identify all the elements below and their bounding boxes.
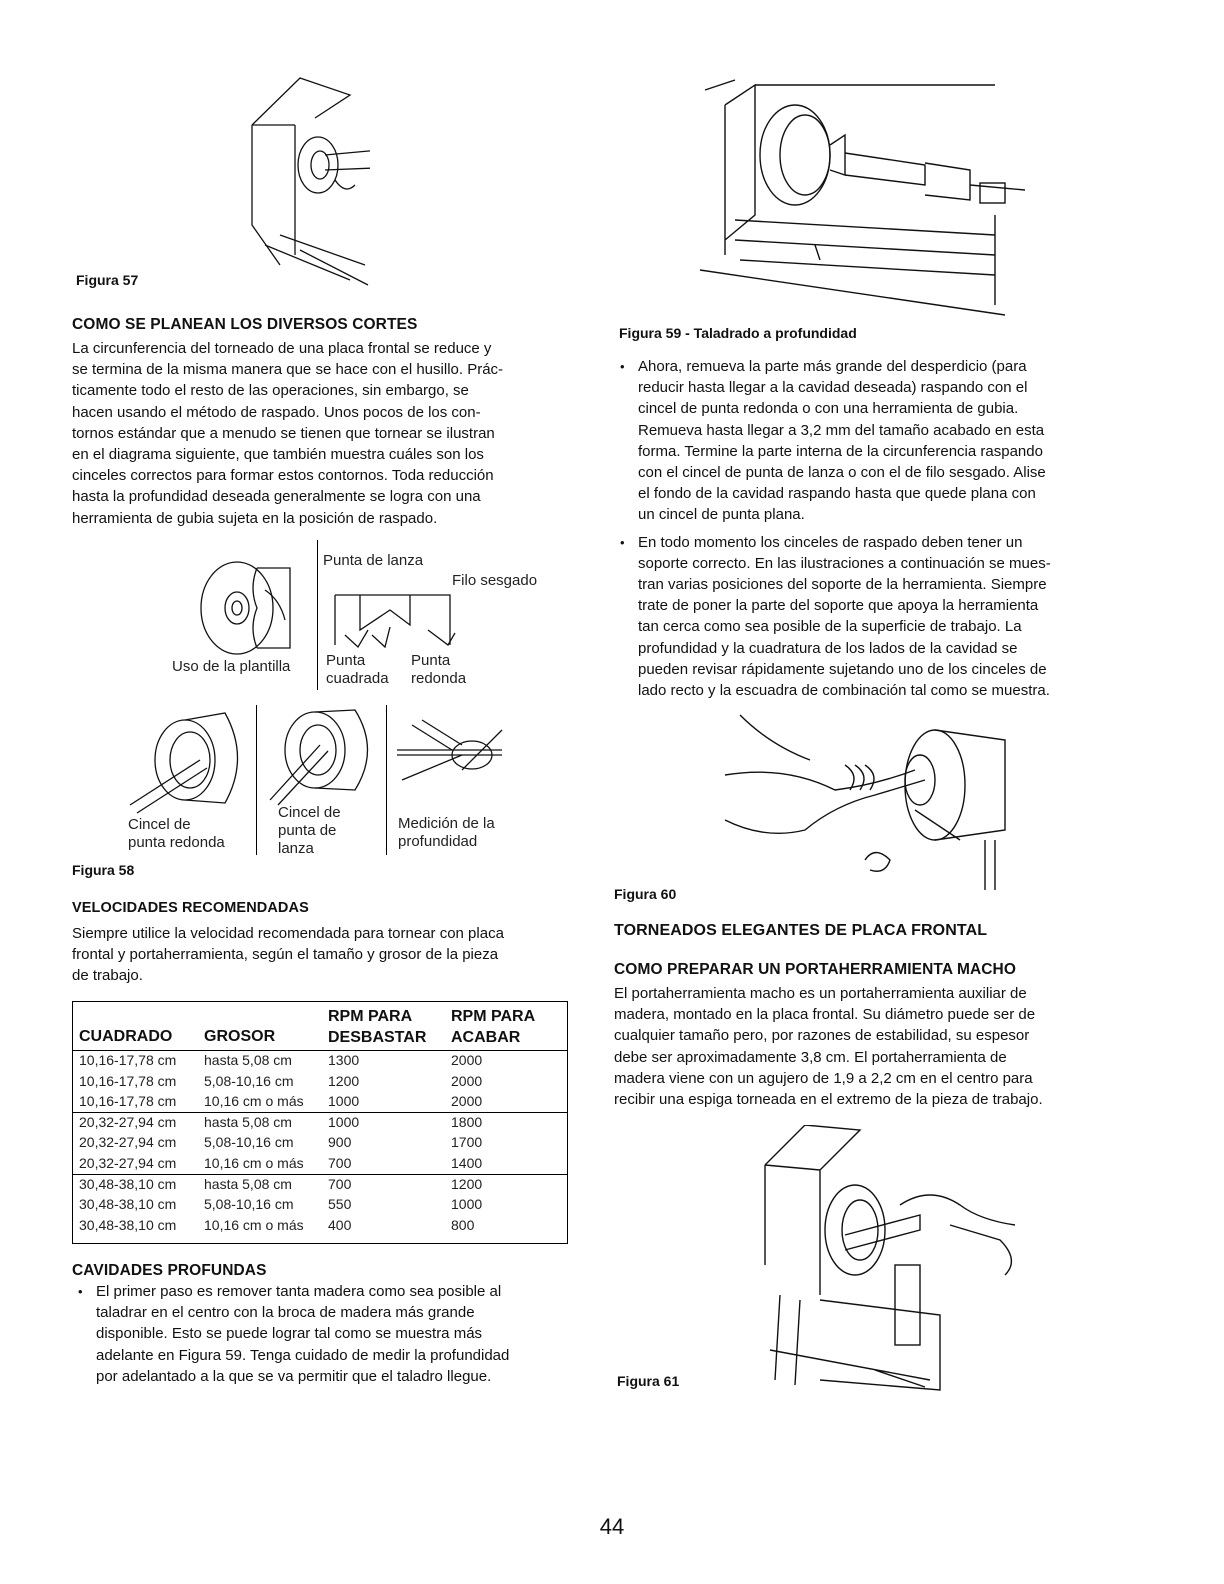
label-uso-plantilla: Uso de la plantilla [172,658,291,675]
preparar-paragraph [614,983,1134,1110]
label-cincel-redonda [128,816,225,852]
label-medicion [398,815,495,851]
text-line: un cincel de punta plana. [638,506,805,524]
figure-59-caption: Figura 59 - Taladrado a profundidad [619,325,857,341]
label-punta-redonda [411,652,466,688]
text-line: tan cerca como sea posible de la superficie de trabajo. La [638,618,1022,636]
text-line: La circunferencia del torneado de una placa frontal se reduce y [72,340,492,357]
label-punta-cuadrada [326,652,389,688]
label-line: lanza [278,840,314,857]
round-nose-chisel-illustration [125,705,255,820]
diagram-divider [386,705,387,855]
diagram-divider [317,540,318,690]
text-line: cualquier tamaño pero, por razones de estabilidad, su espesor [614,1027,1030,1045]
figure-61-caption: Figura 61 [617,1373,680,1389]
cell-acabar: 1700 [451,1134,483,1150]
text-line: de trabajo. [72,967,143,985]
text-line: madera, montado en la placa frontal. Su diámetro puede ser de [614,1006,1036,1024]
header-line: DESBASTAR [328,1029,427,1046]
label-line: Cincel de [128,816,191,833]
text-line: • Ahora, remueva la parte más grande del desperdicio (para [638,358,1027,375]
text-line: en el diagrama siguiente, que también muestra cuáles son los [72,446,484,464]
cell-acabar: 2000 [451,1073,483,1089]
cell-desbastar: 1300 [328,1052,360,1068]
cell-desbastar: 550 [328,1196,352,1212]
text-line: cincel de punta redonda o con una herramienta de gubia. [638,400,1019,418]
text-line: reducir hasta llegar a la cavidad deseada) raspando con el [638,379,1028,397]
table-row [73,1132,567,1153]
table-row [73,1153,567,1174]
text-line: • El primer paso es remover tanta madera como sea posible al [96,1283,502,1300]
label-line: profundidad [398,833,478,850]
cell-grosor: 5,08-10,16 cm [204,1134,294,1150]
text-line: taladrar en el centro con la broca de madera más grande [96,1304,475,1322]
cell-desbastar: 700 [328,1155,352,1171]
col-header-cuadrado: CUADRADO [79,1028,173,1045]
label-line: Punta [326,652,366,669]
text-line: hasta la profundidad deseada generalmente se logra con una [72,488,481,506]
text-line: lado recto y la escuadra de combinación tal como se muestra. [638,682,1050,700]
cell-cuadrado: 10,16-17,78 cm [79,1093,177,1109]
text-line: con el cincel de punta de lanza o con el de filo sesgado. Alise [638,464,1046,482]
cell-acabar: 1000 [451,1196,483,1212]
page-number: 44 [599,1514,625,1539]
text-line: cinceles correctos para formar estos contornos. Toda reducción [72,467,494,485]
text-line: adelante en Figura 59. Tenga cuidado de medir la profundidad [96,1346,510,1364]
label-punta-lanza: Punta de lanza [323,552,424,569]
cell-cuadrado: 20,32-27,94 cm [79,1155,177,1171]
text-line: soporte correcto. En las ilustraciones a continuación se mues- [638,554,1051,572]
label-line: redonda [411,670,467,687]
text-line: Remueva hasta llegar a 3,2 mm del tamaño acabado en esta [638,421,1045,439]
col-header-desbastar [328,1006,426,1048]
cell-desbastar: 1000 [328,1114,360,1130]
template-usage-illustration [195,560,295,670]
text-line: • En todo momento los cinceles de raspado deben tener un [638,533,1023,551]
cell-cuadrado: 30,48-38,10 cm [79,1196,177,1212]
text-line: por adelantado a la que se va permitir que el taladro llegue. [96,1367,492,1385]
cell-acabar: 2000 [451,1093,483,1109]
cell-desbastar: 700 [328,1176,352,1192]
cell-grosor: 5,08-10,16 cm [204,1196,294,1212]
cell-grosor: hasta 5,08 cm [204,1176,292,1192]
cell-grosor: hasta 5,08 cm [204,1052,292,1068]
cell-desbastar: 400 [328,1217,352,1233]
cell-grosor: 10,16 cm o más [204,1217,304,1233]
cavidades-continued-list [614,356,1134,705]
text-line: el fondo de la cavidad raspando hasta que quede plana con [638,485,1036,503]
col-header-grosor: GROSOR [204,1028,276,1045]
label-line: Medición de la [398,815,495,832]
table-row [73,1215,567,1236]
text-line: tornos estándar que a menudo se tienen que tornear se ilustran [72,424,495,442]
cell-grosor: 5,08-10,16 cm [204,1073,294,1089]
table-row [73,1091,567,1112]
cell-desbastar: 900 [328,1134,352,1150]
section-heading-elegantes: TORNEADOS ELEGANTES DE PLACA FRONTAL [614,922,988,939]
label-line: Punta [411,652,451,669]
figure-59-illustration [695,75,1025,325]
spear-point-chisel-illustration [260,705,385,820]
label-filo-sesgado: Filo sesgado [452,572,538,589]
table-header [73,1002,567,1051]
text-line: tran varias posiciones del soporte de la herramienta. Siempre [638,576,1047,594]
cell-cuadrado: 10,16-17,78 cm [79,1052,177,1068]
figure-57-caption: Figura 57 [76,272,139,288]
chisel-profiles-illustration [330,575,460,650]
cell-cuadrado: 20,32-27,94 cm [79,1134,177,1150]
table-row [73,1174,567,1195]
cell-grosor: 10,16 cm o más [204,1155,304,1171]
text-line: debe ser aproximadamente 3,8 cm. El portaherramienta de [614,1048,1007,1066]
list-item [614,356,1134,526]
section-heading-velocidades: VELOCIDADES RECOMENDADAS [72,900,309,916]
cell-grosor: hasta 5,08 cm [204,1114,292,1130]
text-line: frontal y portaherramienta, según el tamaño y grosor de la pieza [72,946,499,964]
section-heading-planean: COMO SE PLANEAN LOS DIVERSOS CORTES [72,316,418,333]
diagram-divider [256,705,257,855]
label-cincel-lanza [278,804,341,858]
cell-acabar: 1200 [451,1176,483,1192]
header-line: RPM PARA [328,1008,413,1025]
cell-acabar: 800 [451,1217,475,1233]
figure-57-illustration [240,70,370,295]
section-heading-cavidades: CAVIDADES PROFUNDAS [72,1262,267,1279]
cell-acabar: 1400 [451,1155,483,1171]
figure-60-illustration [715,710,1015,895]
label-line: punta de [278,822,337,839]
label-line: punta redonda [128,834,225,851]
text-line: herramienta de gubia sujeta en la posición de raspado. [72,509,438,527]
cell-cuadrado: 30,48-38,10 cm [79,1217,177,1233]
header-line: ACABAR [451,1029,521,1046]
col-header-acabar [451,1006,535,1048]
label-line: cuadrada [326,670,389,687]
text-line: recibir una espiga torneada en el extremo de la pieza de trabajo. [614,1091,1043,1109]
list-item [614,532,1134,702]
cell-desbastar: 1200 [328,1073,360,1089]
text-line: El portaherramienta macho es un portaherramienta auxiliar de [614,985,1027,1002]
text-line: madera viene con un agujero de 1,9 a 2,2 cm en el centro para [614,1069,1033,1087]
list-item [72,1281,572,1387]
speed-table [72,1001,568,1244]
table-row [73,1050,567,1071]
cell-grosor: 10,16 cm o más [204,1093,304,1109]
text-line: hacen usando el método de raspado. Unos pocos de los con- [72,403,481,421]
cell-desbastar: 1000 [328,1093,360,1109]
cell-cuadrado: 30,48-38,10 cm [79,1176,177,1192]
table-row [73,1112,567,1133]
table-row [73,1071,567,1092]
cell-cuadrado: 20,32-27,94 cm [79,1114,177,1130]
cavidades-list [72,1281,572,1391]
figure-58-caption: Figura 58 [72,862,135,878]
section-heading-preparar: COMO PREPARAR UN PORTAHERRAMIENTA MACHO [614,961,1017,978]
text-line: ticamente todo el resto de las operaciones, sin embargo, se [72,382,469,400]
text-line: se termina de la misma manera que se hace con el husillo. Prác- [72,361,504,379]
figure-60-caption: Figura 60 [614,886,677,902]
cell-acabar: 1800 [451,1114,483,1130]
text-line: Siempre utilice la velocidad recomendada para tornear con placa [72,925,504,942]
label-line: Cincel de [278,804,341,821]
text-line: pueden revisar rápidamente sujetando uno de los cinceles de [638,660,1047,678]
text-line: profundidad y la cuadratura de los lados de la cavidad se [638,639,1018,657]
text-line: disponible. Esto se puede lograr tal como se muestra más [96,1325,483,1343]
table-row [73,1194,567,1215]
header-line: RPM PARA [451,1008,536,1025]
velocidades-paragraph [72,923,572,987]
depth-measurement-illustration [392,710,517,820]
cell-acabar: 2000 [451,1052,483,1068]
figure-61-illustration [760,1125,1030,1395]
text-line: trate de poner la parte del soporte que apoya la herramienta [638,597,1039,615]
planean-paragraph [72,338,572,529]
text-line: forma. Termine la parte interna de la circunferencia raspando [638,442,1043,460]
cell-cuadrado: 10,16-17,78 cm [79,1073,177,1089]
